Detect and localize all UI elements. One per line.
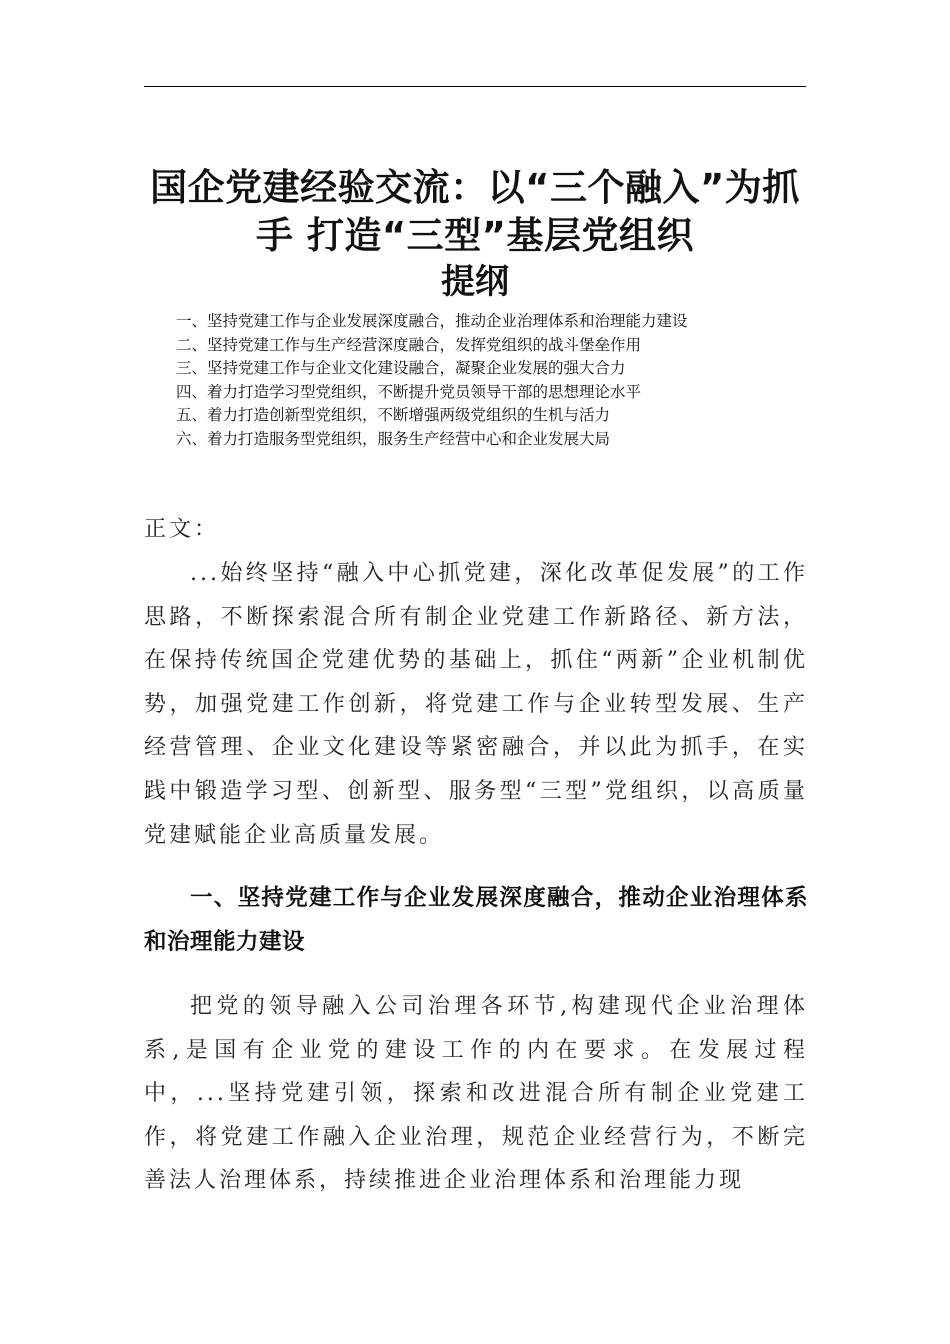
title-line-2: 手 打造“三型”基层党组织 — [255, 214, 694, 257]
section-1-heading: 一、坚持党建工作与企业发展深度融合，推动企业治理体系和治理能力建设 — [144, 885, 808, 955]
intro-paragraph: ...始终坚持“融入中心抓党建，深化改革促发展”的工作思路，不断探索混合所有制企业党建工作新路径、新方法，在保持传统国企党建优势的基础上，抓住“两新”企业机制优势，加强党建工作创新，将党建工作与企业转型发展、生产经营管理、企业文化建设等紧密融合，并以此为抓手，在实践中锻造学习型、创新型、服务型“三型”党组织，以高质量党建赋能企业高质量发展。 — [144, 561, 808, 848]
header-rule — [144, 86, 806, 87]
outline-item: 四、着力打造学习型党组织，不断提升党员领导干部的思想理论水平 — [176, 382, 642, 401]
document-title — [144, 164, 806, 260]
title-line-1: 国企党建经验交流：以“三个融入”为抓 — [150, 166, 800, 209]
outline-item: 六、着力打造服务型党组织，服务生产经营中心和企业发展大局 — [176, 429, 611, 448]
outline-item: 二、坚持党建工作与生产经营深度融合，发挥党组织的战斗堡垒作用 — [176, 335, 642, 354]
section-1-paragraph: 把党的领导融入公司治理各环节,构建现代企业治理体系,是国有企业党的建设工作的内在要求。在发展过程中，...坚持党建引领，探索和改进混合所有制企业党建工作，将党建工作融入企业治理，规范企业经营行为，不断完善法人治理体系，持续推进企业治理体系和治理能力现 — [144, 994, 808, 1194]
body-label: 正文： — [144, 517, 220, 542]
outline-item: 三、坚持党建工作与企业文化建设融合，凝聚企业发展的强大合力 — [176, 359, 626, 377]
outline-heading: 提纲 — [441, 262, 509, 302]
outline-item: 一、坚持党建工作与企业发展深度融合，推动企业治理体系和治理能力建设 — [176, 312, 688, 330]
outline-item: 五、着力打造创新型党组织，不断增强两级党组织的生机与活力 — [176, 406, 611, 424]
outline-list — [176, 310, 796, 451]
